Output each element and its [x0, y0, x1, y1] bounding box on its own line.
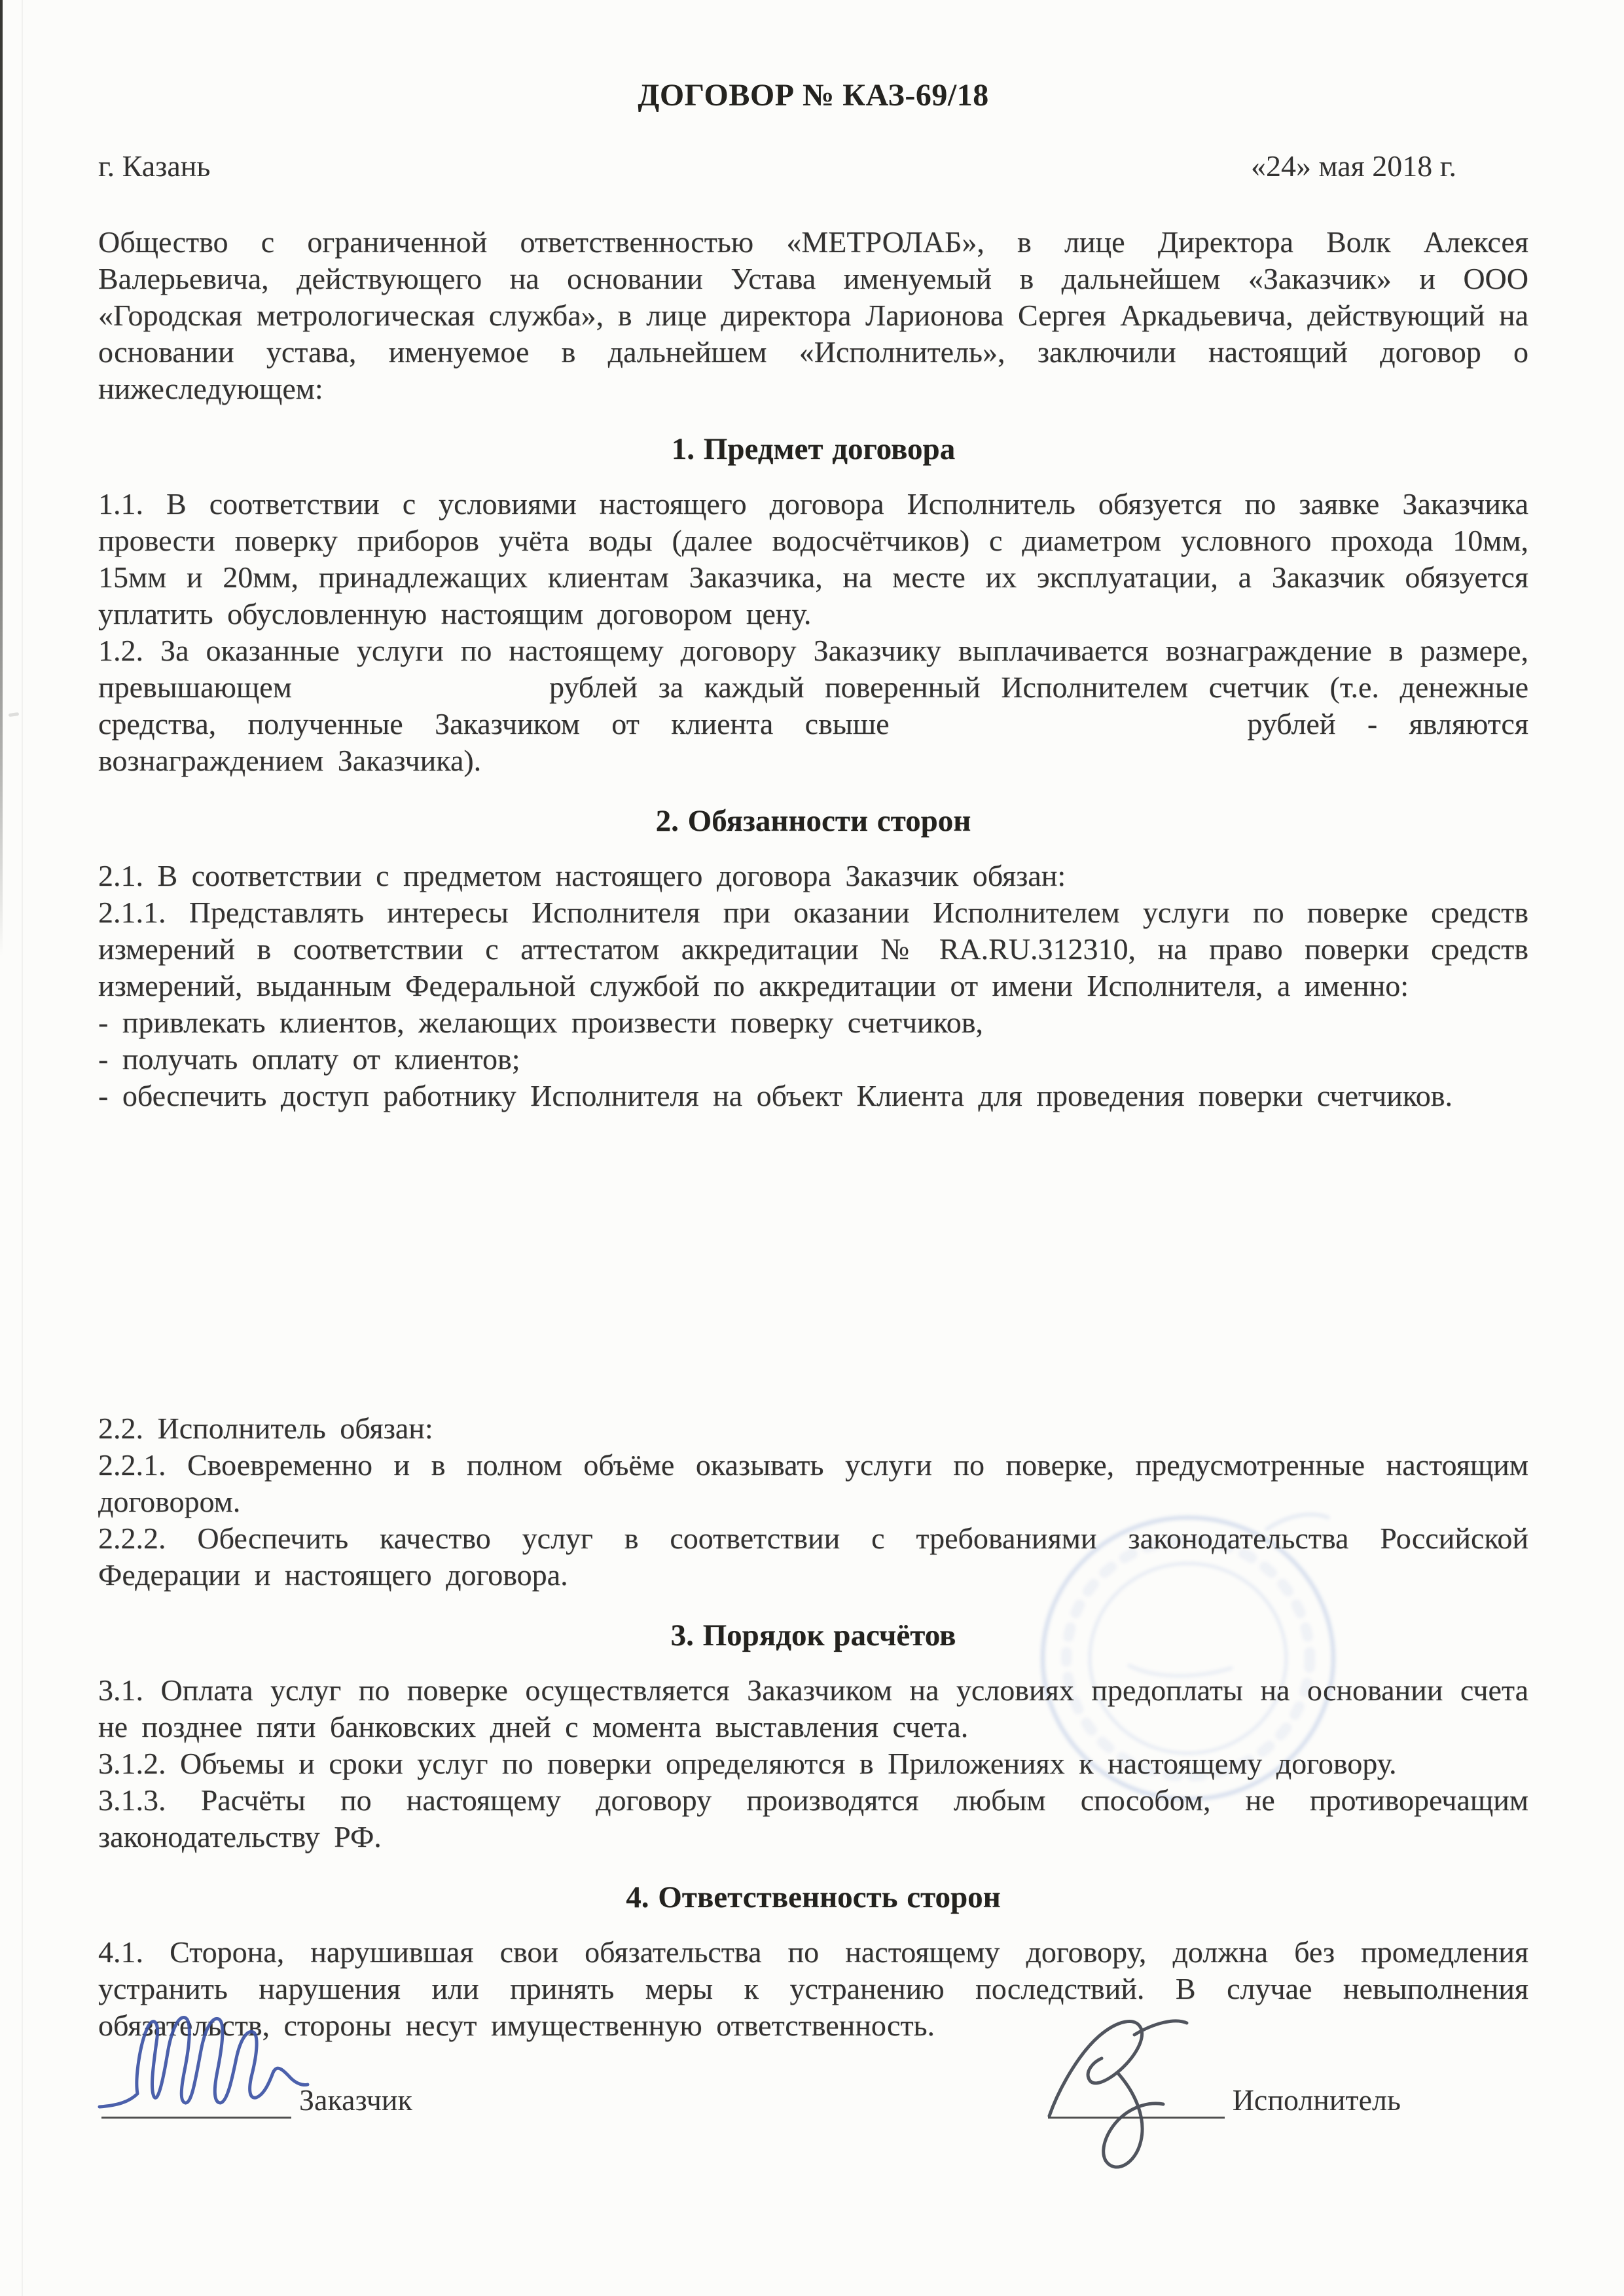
list-item-provide-access: - обеспечить доступ работнику Исполнителя на объект Клиента для проведения поверки счетчиков. [98, 1079, 1453, 1112]
blank-amount-2 [921, 727, 1216, 734]
contractor-label: Исполнитель [1232, 2083, 1401, 2117]
clause-2-1-1: 2.1.1. Представлять интересы Исполнителя при оказании Исполнителем услуги по поверке средств измерений в соответствии с аттестатом аккредитации № RA.RU.312310, на право поверки средств измерений, выданным Федеральной службой по аккредитации от имени Исполнителя, а именно: [98, 896, 1528, 1002]
section-1-heading: 1. Предмет договора [671, 432, 956, 466]
clause-1-2-text-b: рублей за каждый поверенный Исполнителем счетчик (т.е. денежные средства, полученные Заказчиком от клиента свыше [98, 670, 1529, 740]
clause-1-2-text-a: 1.2. За оказанные услуги по настоящему договору Заказчику выплачивается вознаграждение в размере, превышающем [98, 634, 1528, 704]
contractor-signature-block [1048, 2082, 1401, 2119]
clause-4-1: 4.1. Сторона, нарушившая свои обязательства по настоящему договору, должна без промедления устранить нарушения или принять меры к устранению последствий. В случае невыполнения обязательств, стороны несут имущественную ответственность. [98, 1935, 1528, 2042]
customer-label: Заказчик [299, 2083, 412, 2117]
document-title: ДОГОВОР № КАЗ-69/18 [638, 78, 989, 113]
customer-signature-line [101, 2083, 291, 2119]
clause-3-1-3: 3.1.3. Расчёты по настоящему договору производятся любым способом, не противоречащим законодательству РФ. [98, 1783, 1528, 1853]
list-item-receive-payment: - получать оплату от клиентов; [98, 1042, 520, 1076]
clause-2-2-2: 2.2.2. Обеспечить качество услуг в соответствии с требованиями законодательства Российской Федерации и настоящего договора. [98, 1522, 1528, 1592]
clause-1-1: 1.1. В соответствии с условиями настоящего договора Исполнитель обязуется по заявке Заказчика провести поверку приборов учёта воды (далее водосчётчиков) с диаметром условного прохода 10мм, 15мм и 20мм, принадлежащих клиентам Заказчика, на месте их эксплуатации, а Заказчик обязуется уплатить обусловленную настоящим договором цену. [98, 487, 1528, 630]
blank-page-gap [98, 1114, 1528, 1410]
section-2-heading: 2. Обязанности сторон [655, 804, 971, 838]
document-date: «24» мая 2018 г. [1250, 149, 1456, 183]
clause-1-2 [98, 632, 1528, 779]
blank-amount-1 [312, 691, 528, 697]
clause-2-2: 2.2. Исполнитель обязан: [98, 1412, 433, 1445]
section-4-heading: 4. Ответственность сторон [626, 1880, 1001, 1914]
clause-3-1-2: 3.1.2. Объемы и сроки услуг по поверки определяются в Приложениях к настоящему договору. [98, 1747, 1397, 1780]
customer-signature-block [98, 2082, 412, 2119]
signature-row [98, 2082, 1528, 2119]
scan-edge-artifact [0, 0, 3, 956]
clause-2-1: 2.1. В соответствии с предметом настоящего договора Заказчик обязан: [98, 859, 1066, 892]
contractor-signature-line [1048, 2083, 1225, 2119]
scan-line-artifact [22, 0, 23, 2296]
document-place: г. Казань [98, 149, 211, 183]
clause-1-2-text-c: рублей - являются вознаграждением Заказчика). [98, 707, 1528, 777]
list-item-attract-clients: - привлекать клиентов, желающих произвести поверку счетчиков, [98, 1006, 983, 1039]
clause-2-2-1: 2.2.1. Своевременно и в полном объёме оказывать услуги по поверке, предусмотренные настоящим договором. [98, 1448, 1528, 1518]
section-3-heading: 3. Порядок расчётов [670, 1618, 956, 1652]
clause-3-1: 3.1. Оплата услуг по поверке осуществляется Заказчиком на условиях предоплаты на основании счета не позднее пяти банковских дней с момента выставления счета. [98, 1673, 1528, 1743]
place-date-row [98, 148, 1528, 185]
intro-paragraph: Общество с ограниченной ответственностью «МЕТРОЛАБ», в лице Директора Волк Алексея Валерьевича, действующего на основании Устава именуемый в дальнейшем «Заказчик» и ООО «Городская метрологическая служба», в лице директора Ларионова Сергея Аркадьевича, действующий на основании устава, именуемое в дальнейшем «Исполнитель», заключили настоящий договор о нижеследующем: [98, 225, 1528, 405]
